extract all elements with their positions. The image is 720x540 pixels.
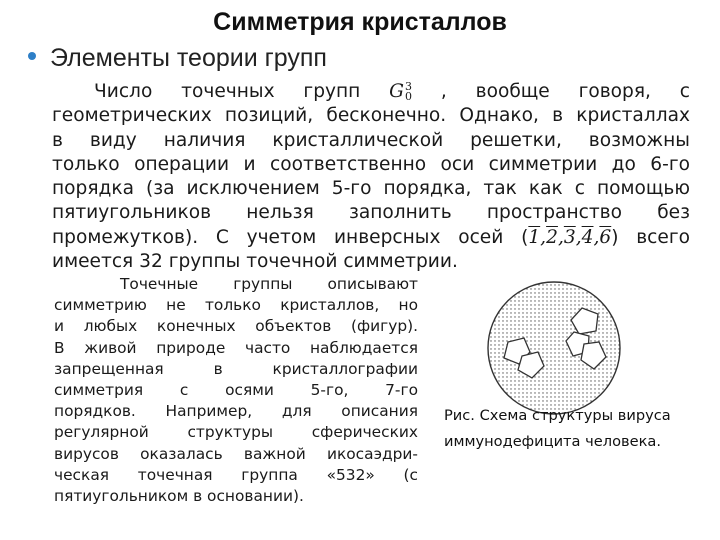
- line-text: Число точечных групп: [94, 81, 361, 102]
- paragraph-line: пятиугольников нельзя заполнить пространство без: [52, 202, 690, 224]
- formula-sub: 0: [405, 90, 413, 103]
- paragraph-line: симметрия с осями 5-го, 7-го: [54, 381, 418, 400]
- paragraph-line: геометрических позиций, бесконечно. Однако, в кристаллах: [52, 105, 690, 127]
- slide-title: Симметрия кристаллов: [213, 8, 507, 36]
- paragraph-line: в виду наличия кристаллической решетки, возможны: [52, 129, 690, 151]
- paragraph-virus-symmetry: [54, 274, 418, 507]
- bullet-heading-text: Элементы теории групп: [50, 44, 327, 72]
- axis-4: 4: [581, 226, 594, 248]
- paragraph-point-groups: [52, 80, 690, 274]
- paragraph-line: Точечные группы описывают: [120, 275, 418, 293]
- line-text: , вообще говоря, с: [440, 81, 691, 102]
- paragraph-line: [52, 80, 690, 104]
- paragraph-line: В живой природе часто наблюдается: [54, 338, 418, 357]
- paragraph-line: пятиугольником в основании).: [54, 487, 304, 506]
- paragraph-line: запрещенная в кристаллографии: [54, 359, 418, 378]
- paragraph-line: порядков. Например, для описания: [54, 402, 418, 421]
- bullet-heading: [28, 44, 327, 73]
- inversion-axes: 1,2,3,4,6: [528, 226, 612, 248]
- caption-line: иммунодефицита человека.: [444, 433, 661, 450]
- paragraph-line: порядка (за исключением 5-го порядка, так как с помощью: [52, 178, 690, 200]
- axis-3: 3: [563, 226, 576, 248]
- virus-structure-figure: [486, 280, 622, 416]
- figure-caption: [444, 403, 694, 455]
- paragraph-line: только операции и соответственно оси симметрии до 6-го: [52, 153, 690, 175]
- paragraph-line: имеется 32 группы точечной симметрии.: [52, 251, 458, 273]
- line-text: ) всего: [611, 226, 690, 248]
- caption-line: Рис. Схема структуры вируса: [444, 407, 671, 424]
- axis-1: 1: [528, 226, 541, 248]
- axis-2: 2: [546, 226, 558, 248]
- formula-symbol: G: [389, 81, 405, 102]
- line-text: промежутков). С учетом инверсных осей (: [52, 226, 529, 248]
- group-formula: [389, 81, 412, 102]
- axis-6: 6: [599, 226, 612, 248]
- bullet-dot-icon: [28, 52, 36, 60]
- paragraph-line: и любых конечных объектов (фигур).: [54, 317, 418, 336]
- paragraph-line: [52, 226, 690, 250]
- paragraph-line: вирусов оказалась важной икосаэдри-: [54, 444, 418, 463]
- paragraph-line: регулярной структуры сферических: [54, 423, 418, 442]
- paragraph-line: симметрию не только кристаллов, но: [54, 296, 418, 315]
- formula-sup: 3: [405, 80, 413, 93]
- paragraph-line: ческая точечная группа «532» (с: [54, 465, 418, 484]
